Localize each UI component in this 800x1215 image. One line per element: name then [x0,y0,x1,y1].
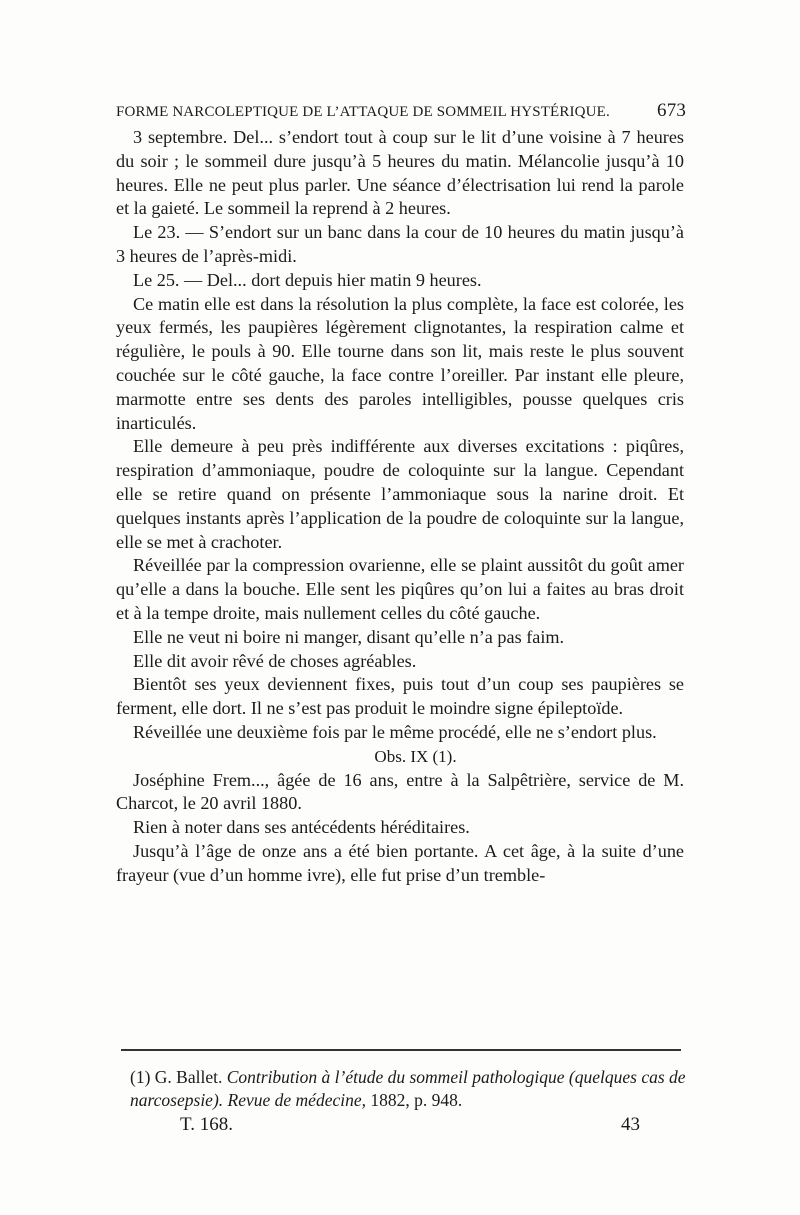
footnote-marker: (1) [130,1067,151,1087]
paragraph: Le 23. — S’endort sur un banc dans la cour de 10 heures du matin jusqu’à 3 heures de l’après-midi. [116,222,684,266]
paragraph: Ce matin elle est dans la résolution la plus complète, la face est colorée, les yeux fermés, les paupières légèrement clignotantes, la respiration calme et régulière, le pouls à 90. Elle tourne dans son lit, mais reste le plus souvent couchée sur le côté gauche, la face contre l’oreiller. Par instant elle pleure, marmotte entre ses dents des paroles intelligibles, pousse quelques cris inarticulés. [116,293,684,433]
gathering-signature: 43 [621,1114,640,1135]
paragraph: Elle ne veut ni boire ni manger, disant qu’elle n’a pas faim. [133,626,565,647]
running-title: FORME NARCOLEPTIQUE DE L’ATTAQUE DE SOMMEIL HYSTÉRIQUE. [116,104,610,120]
footnote [130,1066,690,1112]
body-text [116,126,684,888]
footnote-details: 1882, p. 948. [370,1090,463,1110]
observation-heading: Obs. IX (1). [374,746,457,766]
page-number: 673 [657,100,686,121]
paragraph: Jusqu’à l’âge de onze ans a été bien portante. A cet âge, à la suite d’une frayeur (vue d’un homme ivre), elle fut prise d’un tremble- [116,840,684,885]
paragraph: Joséphine Frem..., âgée de 16 ans, entre à la Salpêtrière, service de M. Charcot, le 20 avril 1880. [116,769,684,814]
paragraph: Réveillée une deuxième fois par le même procédé, elle ne s’endort plus. [133,721,657,742]
paragraph: Elle demeure à peu près indifférente aux diverses excitations : piqûres, respiration d’ammoniaque, poudre de coloquinte sur la langue. Cependant elle se retire quand on présente l’ammoniaque sous la narine droit. Et quelques instants après l’application de la poudre de coloquinte sur la langue, elle se met à crachoter. [116,436,684,552]
footnote-divider [121,1049,681,1051]
paragraph: Rien à noter dans ses antécédents héréditaires. [133,817,470,838]
footnote-title: Contribution à l’étude du sommeil pathologique (quelques cas de narcosepsie). Revue de médecine, [130,1067,686,1110]
footnote-author: G. Ballet. [154,1067,223,1087]
paragraph: 3 septembre. Del... s’endort tout à coup sur le lit d’une voisine à 7 heures du soir ; le sommeil dure jusqu’à 5 heures du matin. Mélancolie jusqu’à 10 heures. Elle ne peut plus parler. Une séance d’électrisation lui rend la parole et la gaieté. Le sommeil la reprend à 2 heures. [116,127,684,219]
running-header [116,100,686,122]
volume-signature: T. 168. [180,1114,233,1135]
printer-signature-line [180,1114,640,1136]
paragraph: Elle dit avoir rêvé de choses agréables. [133,650,417,671]
paragraph: Bientôt ses yeux deviennent fixes, puis tout d’un coup ses paupières se ferment, elle dort. Il ne s’est pas produit le moindre signe épileptoïde. [116,674,684,719]
paragraph: Le 25. — Del... dort depuis hier matin 9 heures. [133,269,482,290]
paragraph: Réveillée par la compression ovarienne, elle se plaint aussitôt du goût amer qu’elle a dans la bouche. Elle sent les piqûres qu’on lui a faites au bras droit et à la tempe droite, mais nullement celles du côté gauche. [116,555,684,623]
